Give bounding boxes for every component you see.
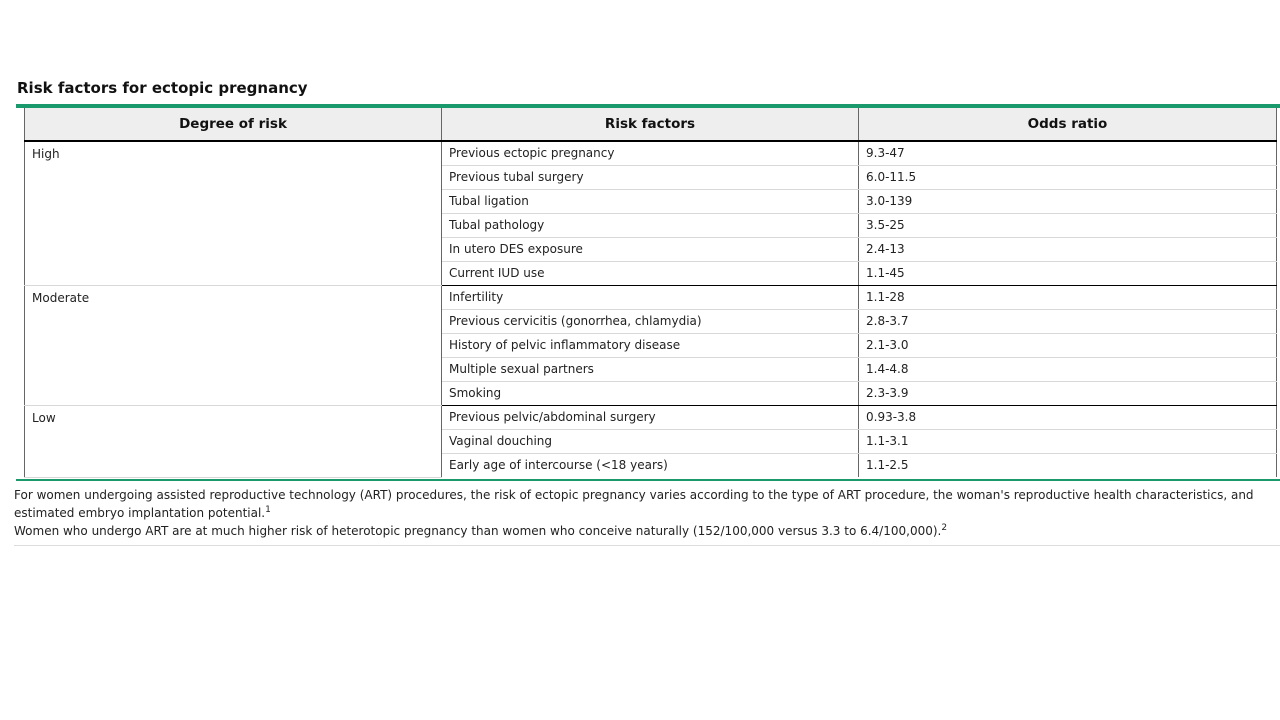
risk-factor-cell: Infertility	[442, 285, 859, 309]
footnote-text: Women who undergo ART are at much higher risk of heterotopic pregnancy than women who conceive naturally (152/100,000 versus 3.3 to 6.4/100,000).	[14, 524, 942, 538]
footnote-text: For women undergoing assisted reproductive technology (ART) procedures, the risk of ectopic pregnancy varies according to the type of ART procedure, the woman's reproductive health characteristics, and estimated embryo implantation potential.	[14, 488, 1254, 520]
risk-factor-cell: Tubal pathology	[442, 213, 859, 237]
page-title: Risk factors for ectopic pregnancy	[17, 79, 308, 97]
risk-factor-cell: History of pelvic inflammatory disease	[442, 333, 859, 357]
risk-factor-cell: Multiple sexual partners	[442, 357, 859, 381]
table-row	[25, 141, 1277, 165]
risk-factor-cell: Previous tubal surgery	[442, 165, 859, 189]
risk-factor-cell: Tubal ligation	[442, 189, 859, 213]
header-risk-factors: Risk factors	[442, 108, 859, 141]
risk-factor-cell: Current IUD use	[442, 261, 859, 285]
odds-ratio-cell: 2.3-3.9	[859, 381, 1277, 405]
risk-factor-cell: Early age of intercourse (<18 years)	[442, 453, 859, 477]
odds-ratio-cell: 1.1-2.5	[859, 453, 1277, 477]
footnote-ref: 1	[265, 505, 271, 515]
risk-factor-cell: In utero DES exposure	[442, 237, 859, 261]
footnotes	[14, 486, 1280, 546]
footnote-2	[14, 522, 1280, 540]
table-row	[25, 285, 1277, 309]
odds-ratio-cell: 2.1-3.0	[859, 333, 1277, 357]
degree-of-risk-cell: Low	[25, 405, 442, 477]
odds-ratio-cell: 1.1-3.1	[859, 429, 1277, 453]
odds-ratio-cell: 3.0-139	[859, 189, 1277, 213]
odds-ratio-cell: 2.8-3.7	[859, 309, 1277, 333]
footnote-ref: 2	[941, 523, 948, 533]
odds-ratio-cell: 1.1-28	[859, 285, 1277, 309]
degree-of-risk-cell: Moderate	[25, 285, 442, 405]
odds-ratio-cell: 3.5-25	[859, 213, 1277, 237]
table-body	[25, 141, 1277, 477]
degree-of-risk-cell: High	[25, 141, 442, 285]
odds-ratio-cell: 0.93-3.8	[859, 405, 1277, 429]
odds-ratio-cell: 1.4-4.8	[859, 357, 1277, 381]
header-odds-ratio: Odds ratio	[859, 108, 1277, 141]
risk-factor-cell: Smoking	[442, 381, 859, 405]
footnote-1	[14, 486, 1280, 522]
risk-factors-table	[24, 108, 1277, 478]
risk-factor-cell: Vaginal douching	[442, 429, 859, 453]
header-degree-of-risk: Degree of risk	[25, 108, 442, 141]
odds-ratio-cell: 1.1-45	[859, 261, 1277, 285]
odds-ratio-cell: 2.4-13	[859, 237, 1277, 261]
risk-factor-cell: Previous cervicitis (gonorrhea, chlamydia)	[442, 309, 859, 333]
risk-factor-cell: Previous pelvic/abdominal surgery	[442, 405, 859, 429]
table-row	[25, 405, 1277, 429]
odds-ratio-cell: 9.3-47	[859, 141, 1277, 165]
table-header-row	[25, 108, 1277, 141]
risk-factor-cell: Previous ectopic pregnancy	[442, 141, 859, 165]
odds-ratio-cell: 6.0-11.5	[859, 165, 1277, 189]
